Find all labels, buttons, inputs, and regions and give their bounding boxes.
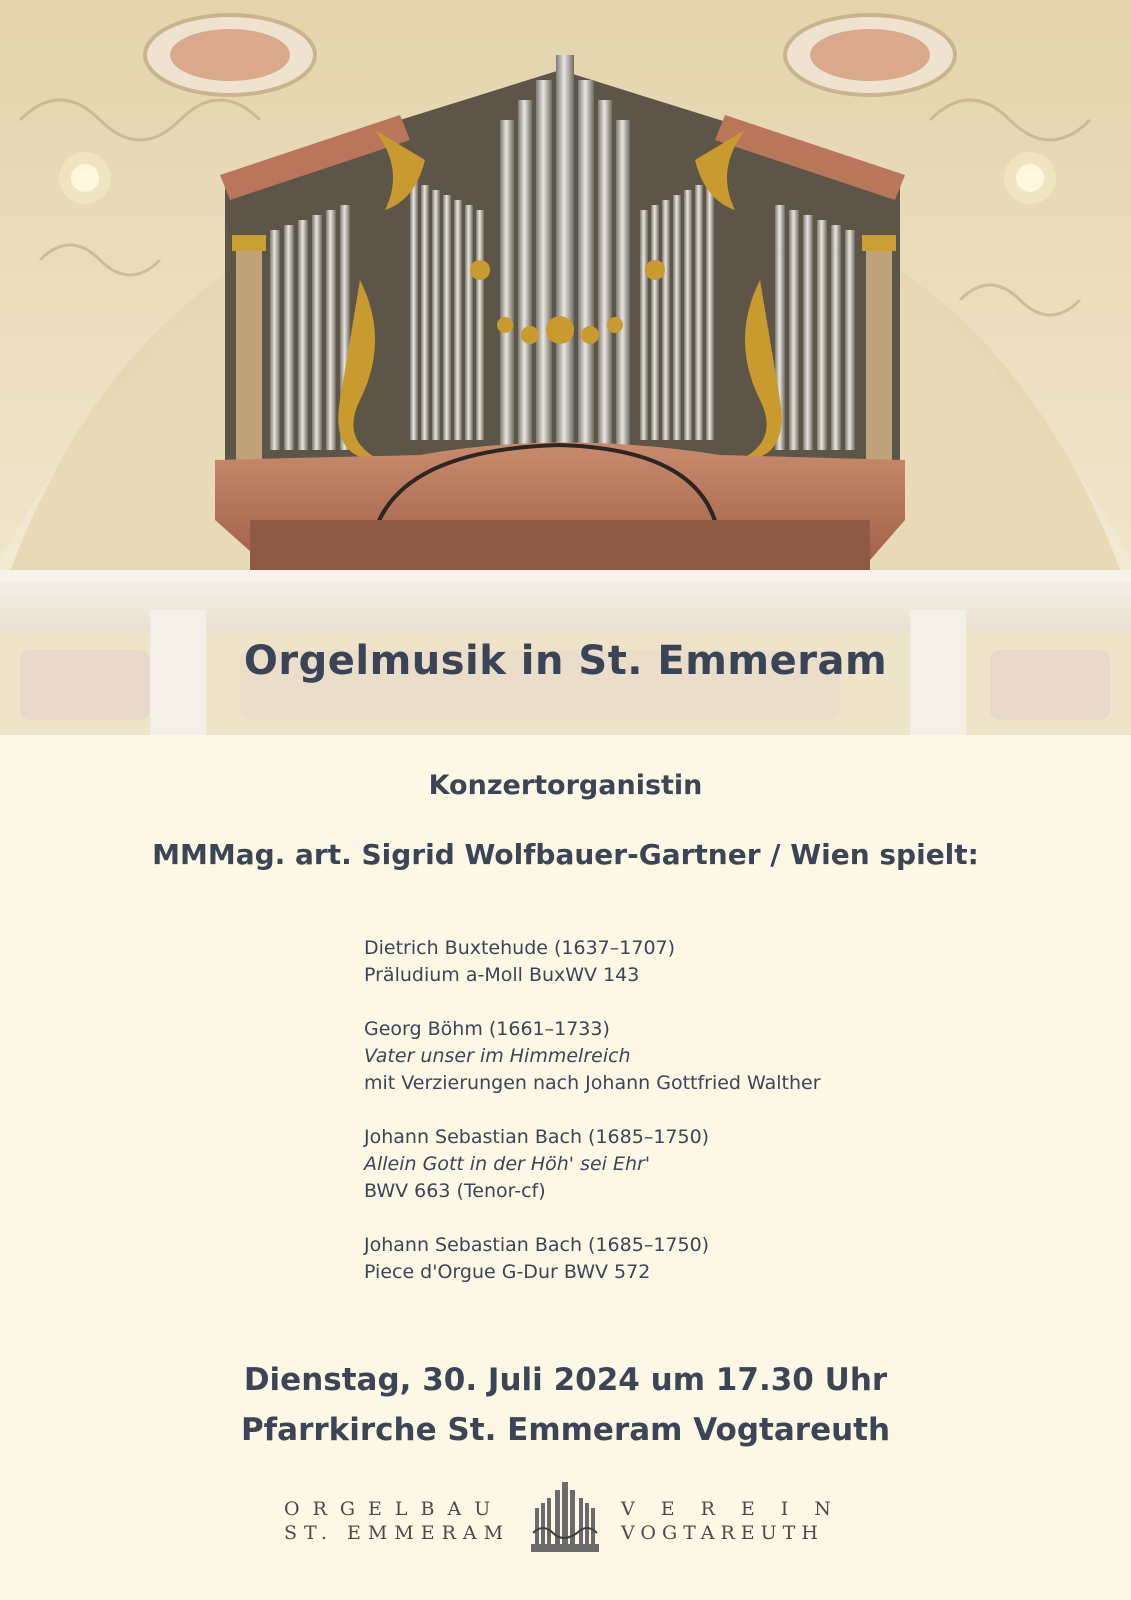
organ-photo (0, 0, 1131, 735)
work-title: Allein Gott in der Höh' sei Ehr' (364, 1153, 651, 1175)
work-title: Piece d'Orgue G-Dur BWV 572 (364, 1261, 651, 1283)
concert-program (364, 935, 924, 1313)
organ-association-logo (0, 1478, 1131, 1558)
program-item (364, 1232, 924, 1286)
event-date: Dienstag, 30. Juli 2024 um 17.30 Uhr (243, 1362, 888, 1398)
work-title: Vater unser im Himmelreich (364, 1045, 631, 1067)
composer: Johann Sebastian Bach (1685–1750) (364, 1126, 710, 1148)
program-item (364, 1016, 924, 1097)
performer-name: MMMag. art. Sigrid Wolfbauer-Gartner / Wien spielt: (152, 838, 979, 871)
work-title: Präludium a-Moll BuxWV 143 (364, 964, 640, 986)
performer-role: Konzertorganistin (428, 770, 703, 801)
logo-text-right-top: VEREIN (621, 1498, 857, 1520)
logo-text-left-bottom: ST. EMMERAM (284, 1522, 511, 1544)
composer: Georg Böhm (1661–1733) (364, 1018, 610, 1040)
composer: Johann Sebastian Bach (1685–1750) (364, 1234, 710, 1256)
organ-logo-icon (525, 1478, 605, 1558)
program-item (364, 935, 924, 989)
program-item (364, 1124, 924, 1205)
logo-text-left-top: ORGELBAU (284, 1498, 504, 1520)
composer: Dietrich Buxtehude (1637–1707) (364, 937, 676, 959)
work-note: BWV 663 (Tenor-cf) (364, 1180, 546, 1202)
logo-text-right-bottom: VOGTAREUTH (621, 1522, 824, 1544)
page-title: Orgelmusik in St. Emmeram (243, 638, 888, 684)
organ-illustration (0, 0, 1131, 735)
event-venue: Pfarrkirche St. Emmeram Vogtareuth (240, 1412, 891, 1448)
work-note: mit Verzierungen nach Johann Gottfried Walther (364, 1072, 821, 1094)
